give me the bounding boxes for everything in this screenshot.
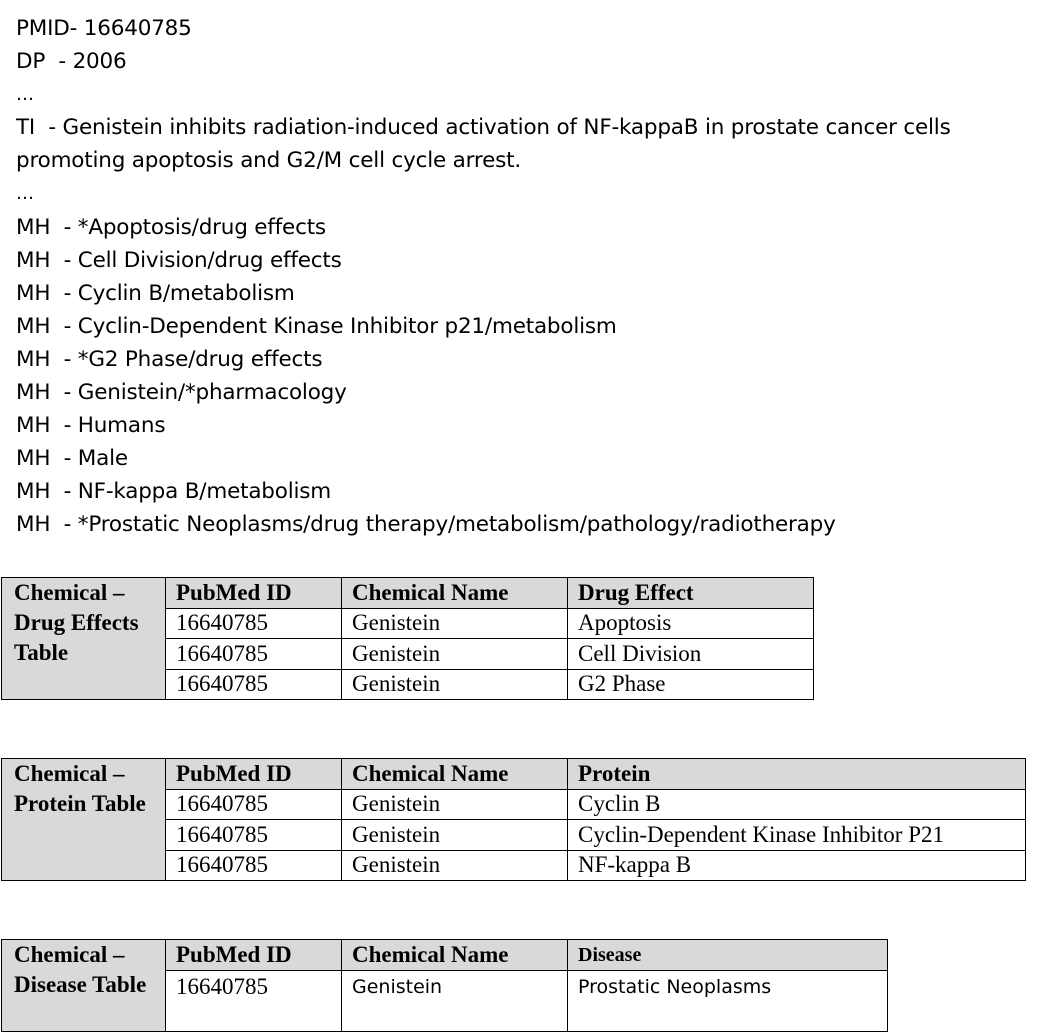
table-label: Chemical – Disease Table: [2, 940, 166, 1032]
mesh-heading-line: MH - Cyclin B/metabolism: [16, 280, 295, 306]
table-cell: 16640785: [166, 639, 342, 670]
pmid-line: PMID- 16640785: [16, 16, 192, 41]
table-cell: Prostatic Neoplasms: [568, 970, 888, 1031]
table-cell: 16640785: [166, 608, 342, 639]
table-cell: Genistein: [342, 789, 568, 820]
table-cell: Genistein: [342, 669, 568, 700]
column-header: Disease: [568, 940, 888, 971]
mesh-heading-line: MH - *Apoptosis/drug effects: [16, 214, 326, 240]
ellipsis-line: …: [16, 84, 34, 106]
chemical-disease-table: [1, 939, 888, 1032]
table-label: Chemical – Protein Table: [2, 759, 166, 881]
table-cell: NF-kappa B: [568, 850, 1026, 881]
table-cell: Cell Division: [568, 639, 814, 670]
title-line: TI - Genistein inhibits radiation-induced activation of NF-kappaB in prostate cancer cells promoting apoptosis and G2/M cell cycle arrest.: [16, 115, 958, 174]
mesh-heading-line: MH - *Prostatic Neoplasms/drug therapy/metabolism/pathology/radiotherapy: [16, 512, 836, 538]
table-cell: Genistein: [342, 850, 568, 881]
column-header: PubMed ID: [166, 940, 342, 971]
column-header: PubMed ID: [166, 578, 342, 609]
table-header-row: [2, 578, 814, 609]
mesh-heading-line: MH - Genistein/*pharmacology: [16, 380, 347, 406]
table-cell: Apoptosis: [568, 608, 814, 639]
table-cell: Cyclin B: [568, 789, 1026, 820]
chemical-protein-table: [1, 758, 1026, 881]
table-cell: G2 Phase: [568, 669, 814, 700]
column-header: Chemical Name: [342, 940, 568, 971]
table-cell: 16640785: [166, 789, 342, 820]
ellipsis-line: …: [16, 183, 34, 205]
table-cell: Genistein: [342, 639, 568, 670]
table-cell: 16640785: [166, 669, 342, 700]
table-cell: 16640785: [166, 820, 342, 851]
table-cell: Genistein: [342, 820, 568, 851]
table-header-row: [2, 940, 888, 971]
medline-record: [16, 12, 1026, 542]
table-cell: Cyclin-Dependent Kinase Inhibitor P21: [568, 820, 1026, 851]
mesh-heading-line: MH - *G2 Phase/drug effects: [16, 346, 323, 372]
table-cell: 16640785: [166, 970, 342, 1031]
mesh-heading-line: MH - Cyclin-Dependent Kinase Inhibitor p21/metabolism: [16, 313, 617, 339]
table-cell: 16640785: [166, 850, 342, 881]
mesh-heading-line: MH - Cell Division/drug effects: [16, 247, 342, 273]
table-cell: Genistein: [342, 970, 568, 1031]
mesh-heading-line: MH - Humans: [16, 413, 166, 439]
mesh-heading-line: MH - NF-kappa B/metabolism: [16, 479, 332, 505]
column-header: PubMed ID: [166, 759, 342, 790]
column-header: Drug Effect: [568, 578, 814, 609]
chemical-drug-effects-table: [1, 577, 814, 700]
column-header: Protein: [568, 759, 1026, 790]
column-header: Chemical Name: [342, 759, 568, 790]
table-label: Chemical – Drug Effects Table: [2, 578, 166, 700]
date-published-line: DP - 2006: [16, 49, 127, 75]
table-header-row: [2, 759, 1026, 790]
table-cell: Genistein: [342, 608, 568, 639]
mesh-heading-line: MH - Male: [16, 446, 128, 472]
column-header: Chemical Name: [342, 578, 568, 609]
